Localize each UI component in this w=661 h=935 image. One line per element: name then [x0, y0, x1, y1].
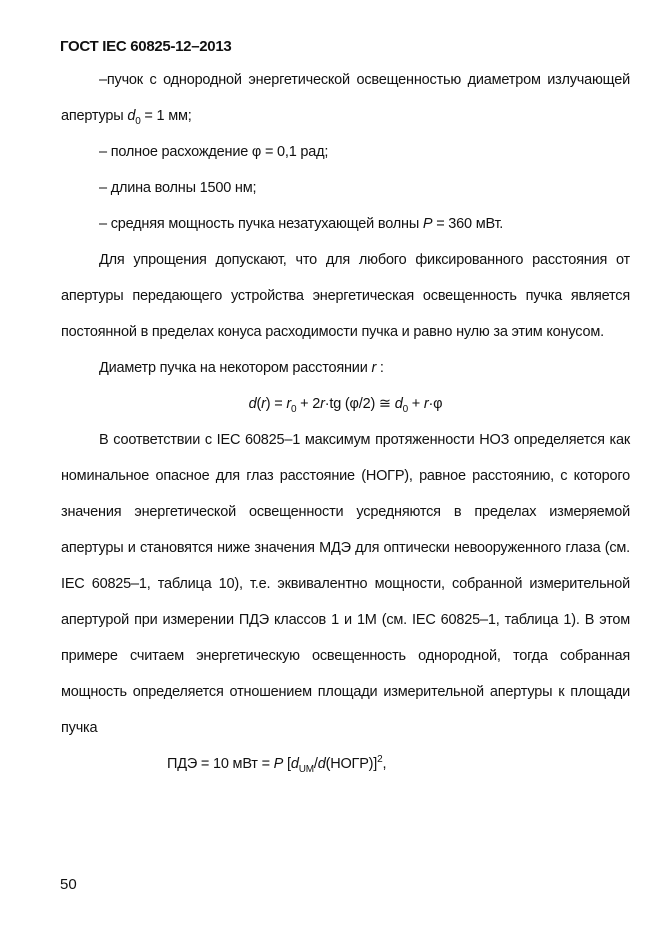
text: ·φ [428, 396, 443, 412]
formula-mpe [61, 746, 630, 782]
variable: d [317, 756, 326, 772]
text: [ [283, 756, 291, 772]
variable: d [290, 756, 299, 772]
text: + [407, 396, 424, 412]
text: Диаметр пучка на некотором расстоянии [99, 360, 372, 376]
text: (НОГР)] [325, 756, 378, 772]
subscript: 0 [402, 403, 408, 415]
variable: r [320, 396, 325, 412]
list-item-beam [61, 62, 630, 134]
text: ) = [265, 396, 287, 412]
text: = 360 мВт. [432, 216, 504, 232]
paragraph-nohd: В соответствии с IEC 60825–1 максимум протяженности НОЗ определяется как номинальное опасное для глаз расстояние (НОГР), равное расстоянию, с которого значения энергетической освещенности усредняются в пределах измеряемой апертуры и становятся ниже значения МДЭ для оптически невооруженного глаза (см. IEC 60825–1, таблица 10), т.е. эквивалентно мощности, собранной измерительной апертурой при измерении ПДЭ классов 1 и 1М (см. IEC 60825–1, таблица 1). В этом примере считаем энергетическую освещенность однородной, тогда собранная мощность определяется отношением площади измерительной апертуры к площади пучка [61, 432, 630, 736]
paragraph-beam-diameter [61, 350, 630, 386]
text: – средняя мощность пучка незатухающей волны [99, 216, 423, 232]
text: / [313, 756, 318, 772]
subscript: 0 [290, 403, 297, 415]
page-number: 50 [60, 876, 77, 893]
text: ·tg (φ/2) ≅ [324, 396, 395, 412]
variable: P [422, 216, 433, 232]
subscript: UM [298, 763, 314, 775]
variable: P [273, 756, 284, 772]
text: –пучок с однородной энергетической освещенностью диаметром излучающей апертуры [61, 72, 630, 124]
text: , [382, 756, 387, 772]
paragraph-simplification: Для упрощения допускают, что для любого фиксированного расстояния от апертуры передающего устройства энергетическая освещенность пучка является постоянной в пределах конуса расходимости пучка и равно нулю за этим конусом. [61, 252, 630, 340]
variable: r [261, 396, 266, 412]
subscript: 0 [135, 115, 141, 127]
formula-beam-diameter: $d(r) = r_0 + 2r\cdot tg$ (φ/2) ≅ $d_0 + r\cdot\varphi$ [248, 396, 443, 415]
text: = 1 мм; [140, 108, 192, 124]
variable: r [286, 396, 291, 412]
document-body [61, 62, 630, 782]
variable: r [371, 360, 377, 376]
document-header: ГОСТ IEC 60825-12–2013 [60, 38, 232, 55]
variable: d [394, 396, 403, 412]
text: + 2 [296, 396, 321, 412]
variable: d [127, 108, 136, 124]
variable: r [423, 396, 429, 412]
list-item-divergence: – полное расхождение φ = 0,1 рад; [99, 144, 329, 160]
list-item-power [61, 206, 630, 242]
superscript: 2 [377, 754, 383, 766]
list-item-wavelength: – длина волны 1500 нм; [99, 180, 257, 196]
text: : [376, 360, 384, 376]
variable: d [248, 396, 257, 412]
text: ПДЭ = 10 мВт = [167, 756, 274, 772]
